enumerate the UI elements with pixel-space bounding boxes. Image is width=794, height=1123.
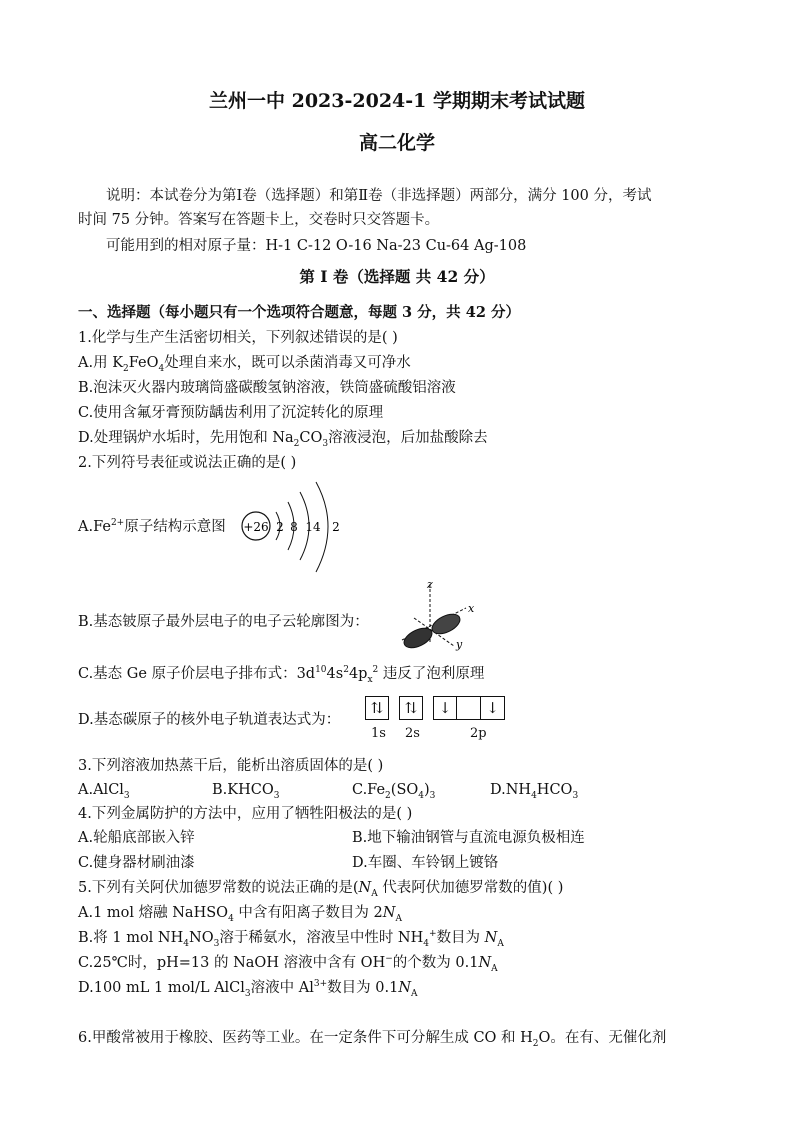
intro-line-1: 说明：本试卷分为第Ⅰ卷（选择题）和第Ⅱ卷（非选择题）两部分，满分 100 分，考试 (106, 188, 652, 204)
axis-y-label: y (456, 638, 463, 651)
orbital-boxes (365, 696, 511, 720)
p-orbital-diagram (396, 578, 480, 654)
label-2p: 2p (470, 726, 487, 741)
q2-option-b: B.基态铍原子最外层电子的电子云轮廓图为： (78, 614, 369, 630)
q2-option-d: D.基态碳原子的核外电子轨道表达式为： (78, 712, 341, 728)
q1-option-c: C.使用含氟牙膏预防龋齿利用了沉淀转化的原理 (78, 405, 384, 421)
q1-option-d: D.处理锅炉水垢时，先用饱和 $Na_2CO_3$溶液浸泡，后加盐酸除去 (78, 430, 488, 449)
q3-option-b: $B.KHCO_3$ (212, 782, 280, 801)
fe-atomic-structure-diagram (236, 478, 356, 578)
q4-stem: 4.下列金属防护的方法中，应用了牺牲阳极法的是( ) (78, 806, 413, 822)
q3-option-d: $D.NH_4HCO_3$ (490, 782, 579, 801)
q3-option-a: A.AlCl$_3$ (78, 782, 130, 801)
q2-option-a: $A.Fe^{2+}$原子结构示意图 (78, 518, 226, 535)
q4-option-c: C.健身器材刷油漆 (78, 855, 195, 871)
q1-stem: 1.化学与生产生活密切相关，下列叙述错误的是( ) (78, 330, 398, 346)
q4-option-a: A.轮船底部嵌入锌 (78, 830, 195, 846)
shell-count-1: 2 (276, 520, 284, 534)
exam-title: 兰州一中 2023-2024-1 学期期末考试试题 (209, 90, 585, 112)
q5-option-d: D.100 mL 1 mol/L AlCl$_3$溶液中 $Al^{3+}$数目为 $0.1N_A$ (78, 979, 418, 999)
q6-stem: 6.甲酸常被用于橡胶、医药等工业。在一定条件下可分解生成 CO 和 $H_2O$。在有、无催化剂 (78, 1030, 667, 1049)
section-heading: 一、选择题（每小题只有一个选项符合题意，每题 3 分，共 42 分） (78, 304, 520, 321)
q3-option-c: $C.Fe_2(SO_4)_3$ (352, 782, 436, 801)
q1-option-b: B.泡沫灭火器内玻璃筒盛碳酸氢钠溶液，铁筒盛硫酸铝溶液 (78, 380, 456, 396)
q3-stem: 3.下列溶液加热蒸干后，能析出溶质固体的是( ) (78, 758, 384, 774)
q5-option-a: A.1 mol 熔融 NaHSO$_4$ 中含有阳离子数目为 $2N_A$ (78, 905, 402, 924)
part1-heading: 第 Ⅰ 卷（选择题 共 42 分） (299, 267, 495, 286)
q5-option-c: C.25℃时，pH=13 的 NaOH 溶液中含有 OH−的个数为 $0.1N_A$ (78, 954, 498, 974)
label-2s: 2s (405, 726, 420, 741)
orbital-2p-box-2 (457, 696, 481, 720)
orbital-2s-box: ⇅ (399, 696, 423, 720)
orbital-2p-box-1: ↓ (433, 696, 457, 720)
nucleus-charge: +26 (243, 520, 269, 534)
shell-count-3: 14 (305, 520, 321, 534)
orbital-2p-box-3: ↓ (481, 696, 505, 720)
q4-option-d: D.车圈、车铃钢上镀铬 (352, 855, 499, 871)
q5-stem: 5.下列有关阿伏加德罗常数的说法正确的是($N_A$ 代表阿伏加德罗常数的值)( ) (78, 880, 564, 899)
q1-option-a: A.用 $K_2FeO_4$处理自来水，既可以杀菌消毒又可净水 (78, 355, 411, 374)
shell-count-4: 2 (332, 520, 340, 534)
q5-option-b: B.将 1 mol $NH_4NO_3$溶于稀氨水，溶液呈中性时 $NH_4^+$数目为 $N_A$ (78, 929, 504, 949)
atomic-masses: 可能用到的相对原子量：H-1 C-12 O-16 Na-23 Cu-64 Ag-108 (106, 238, 527, 254)
subject-title: 高二化学 (358, 132, 435, 154)
q4-option-b: B.地下输油钢管与直流电源负极相连 (352, 830, 585, 846)
q2-option-c: C.基态 Ge 原子价层电子排布式：$3d^{10}4s^24p_x^2$ 违反了泡利原理 (78, 665, 485, 685)
axis-z-label: z (427, 578, 433, 591)
q2-stem: 2.下列符号表征或说法正确的是( ) (78, 455, 297, 471)
label-1s: 1s (371, 726, 386, 741)
orbital-1s-box: ⇅ (365, 696, 389, 720)
intro-line-2: 时间 75 分钟。答案写在答题卡上，交卷时只交答题卡。 (78, 212, 440, 228)
shell-count-2: 8 (290, 520, 298, 534)
axis-x-label: x (468, 602, 475, 615)
